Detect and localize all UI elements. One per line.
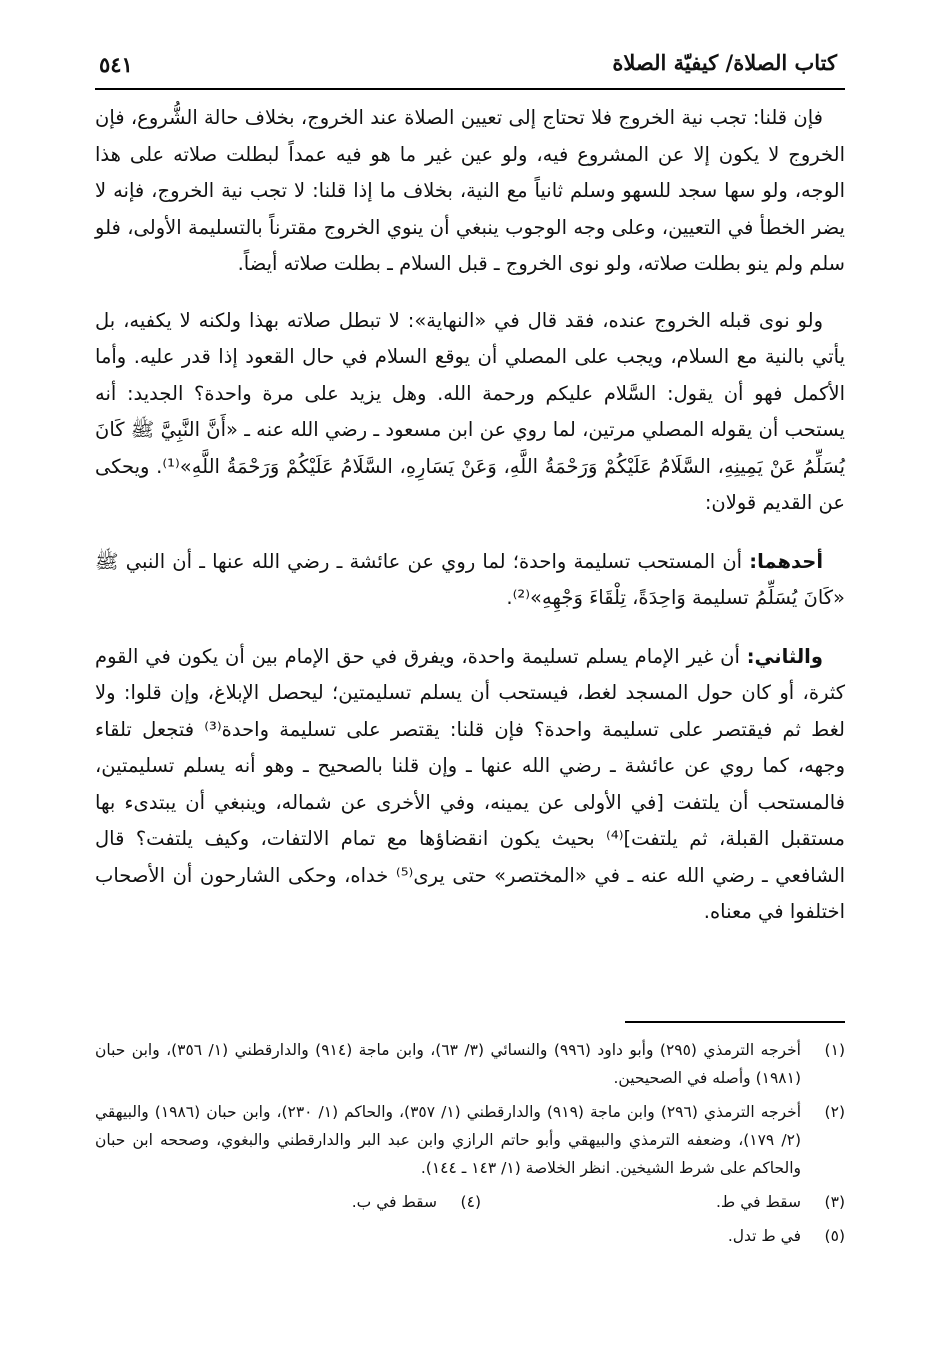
footnote-text: سقط في ب. [351, 1193, 437, 1211]
footnote-text: أخرجه الترمذي (٢٩٥) وأبو داود (٩٩٦) والنسائي (٣/ ٦٣)، وابن ماجة (٩١٤) والدارقطني (١/ ٣٥٦)، وابن حبان (١٩٨١) وأصله في الصحيحين. [95, 1041, 801, 1087]
paragraph-3-text: أن المستحب تسليمة واحدة؛ لما روي عن عائشة ـ رضي الله عنها ـ أن النبي ﷺ «كَانَ يُسَلِّمُ تسليمة وَاحِدَةً، تِلْقَاءَ وَجْهِهِ»⁽²⁾. [95, 549, 845, 609]
paragraph-3-lead: أحدهما: [749, 549, 823, 573]
footnote-text: سقط في ط. [716, 1193, 801, 1211]
footnote-1 [95, 1036, 845, 1092]
footnote-number: (٢) [824, 1103, 845, 1121]
paragraph-4 [95, 639, 845, 931]
footnote-number: (١) [824, 1041, 845, 1059]
paragraph-4-lead: والثاني: [746, 644, 823, 668]
footnote-text: في ط تدل. [727, 1227, 801, 1245]
footnote-text: أخرجه الترمذي (٢٩٦) وابن ماجة (٩١٩) والدارقطني (١/ ٣٥٧)، والحاكم (١/ ٢٣٠)، وابن حبان (١٩٨٦) والبيهقي (٢/ ١٧٩)، وضعفه الترمذي والبيهقي وأبو حاتم الرازي وابن عبد البر والدارقطني والبغوي، وصححه ابن حبان والحاكم على شرط الشيخين. انظر الخلاصة (١/ ١٤٣ ـ ١٤٤). [95, 1103, 802, 1177]
main-text [95, 100, 845, 931]
footnote-3-4-row [95, 1188, 845, 1216]
footnote-number: (٥) [824, 1227, 845, 1245]
page-number: ٥٤١ [99, 52, 133, 77]
paragraph-2-text: ولو نوى قبله الخروج عنده، فقد قال في «النهاية»: لا تبطل صلاته بهذا ولكنه لا يكفيه، بل يأتي بالنية مع السلام، ويجب على المصلي أن يوقع السلام في حال القعود إذا قدر عليه. وأما الأكمل فهو أن يقول: السَّلام عليكم ورحمة الله. وهل يزيد على مرة واحدة؟ الجديد: أنه يستحب أن يقوله المصلي مرتين، لما روي عن ابن مسعود ـ رضي الله عنه ـ «أَنَّ النَّبِيَّ ﷺ كَانَ يُسَلِّمُ عَنْ يَمِينِهِ، السَّلَامُ عَلَيْكُمْ وَرَحْمَةُ اللَّهِ، وَعَنْ يَسَارِهِ، السَّلَامُ عَلَيْكُمْ وَرَحْمَةُ اللَّهِ»⁽¹⁾. ويحكى عن القديم قولان: [95, 308, 846, 514]
paragraph-1 [95, 100, 845, 283]
footnotes [95, 1036, 845, 1256]
paragraph-4-text: أن غير الإمام يسلم تسليمة واحدة، ويفرق في حق الإمام بين أن يكون في القوم كثرة، أو كان حول المسجد لغط، فيستحب أن يسلم تسليمتين؛ ليحصل الإبلاغ، وإن قلوا: ولا لغط ثم فيقتصر على تسليمة واحدة؟ فإن قلنا: يقتصر على تسليمة واحدة⁽³⁾ فتجعل تلقاء وجهه، كما روي عن عائشة ـ رضي الله عنها ـ وإن قلنا بالصحيح ـ وهو أنه يسلم تسليمتين، فالمستحب أن يلتفت [في الأولى عن يمينه، وفي الأخرى عن شماله، وينبغي أن يبتدىء بها مستقبل القبلة، ثم يلتفت]⁽⁴⁾ بحيث يكون انقضاؤها مع تمام الالتفات، وكيف يلتفت؟ قال الشافعي ـ رضي الله عنه ـ في «المختصر» حتى يرى⁽⁵⁾ خداه، وحكى الشارحون أن الأصحاب اختلفوا في معناه. [95, 644, 845, 923]
footnote-number: (٣) [824, 1193, 845, 1211]
running-header [95, 44, 845, 90]
footnote-5 [95, 1222, 845, 1250]
footnote-2 [95, 1098, 845, 1182]
paragraph-2 [95, 303, 845, 522]
footnote-number: (٤) [460, 1193, 481, 1211]
footnote-separator [625, 1021, 845, 1023]
paragraph-3 [95, 544, 845, 617]
chapter-title: كتاب الصلاة/ كيفيّة الصلاة [612, 50, 837, 75]
paragraph-1-text: فإن قلنا: تجب نية الخروج فلا تحتاج إلى تعيين الصلاة عند الخروج، بخلاف حالة الشُّروع، فإن الخروج لا يكون إلا عن المشروع فيه، ولو عين غير ما هو فيه عمداً لبطلت صلاته على هذا الوجه، ولو سها سجد للسهو وسلم ثانياً مع النية، بخلاف ما إذا قلنا: لا تجب نية الخروج، فإنه لا يضر الخطأ في التعيين، وعلى وجه الوجوب ينبغي أن ينوي الخروج مقترناً بالتسليمة الأولى، فلو سلم ولم ينو بطلت صلاته، ولو نوى الخروج ـ قبل السلام ـ بطلت صلاته أيضاً. [95, 106, 845, 275]
